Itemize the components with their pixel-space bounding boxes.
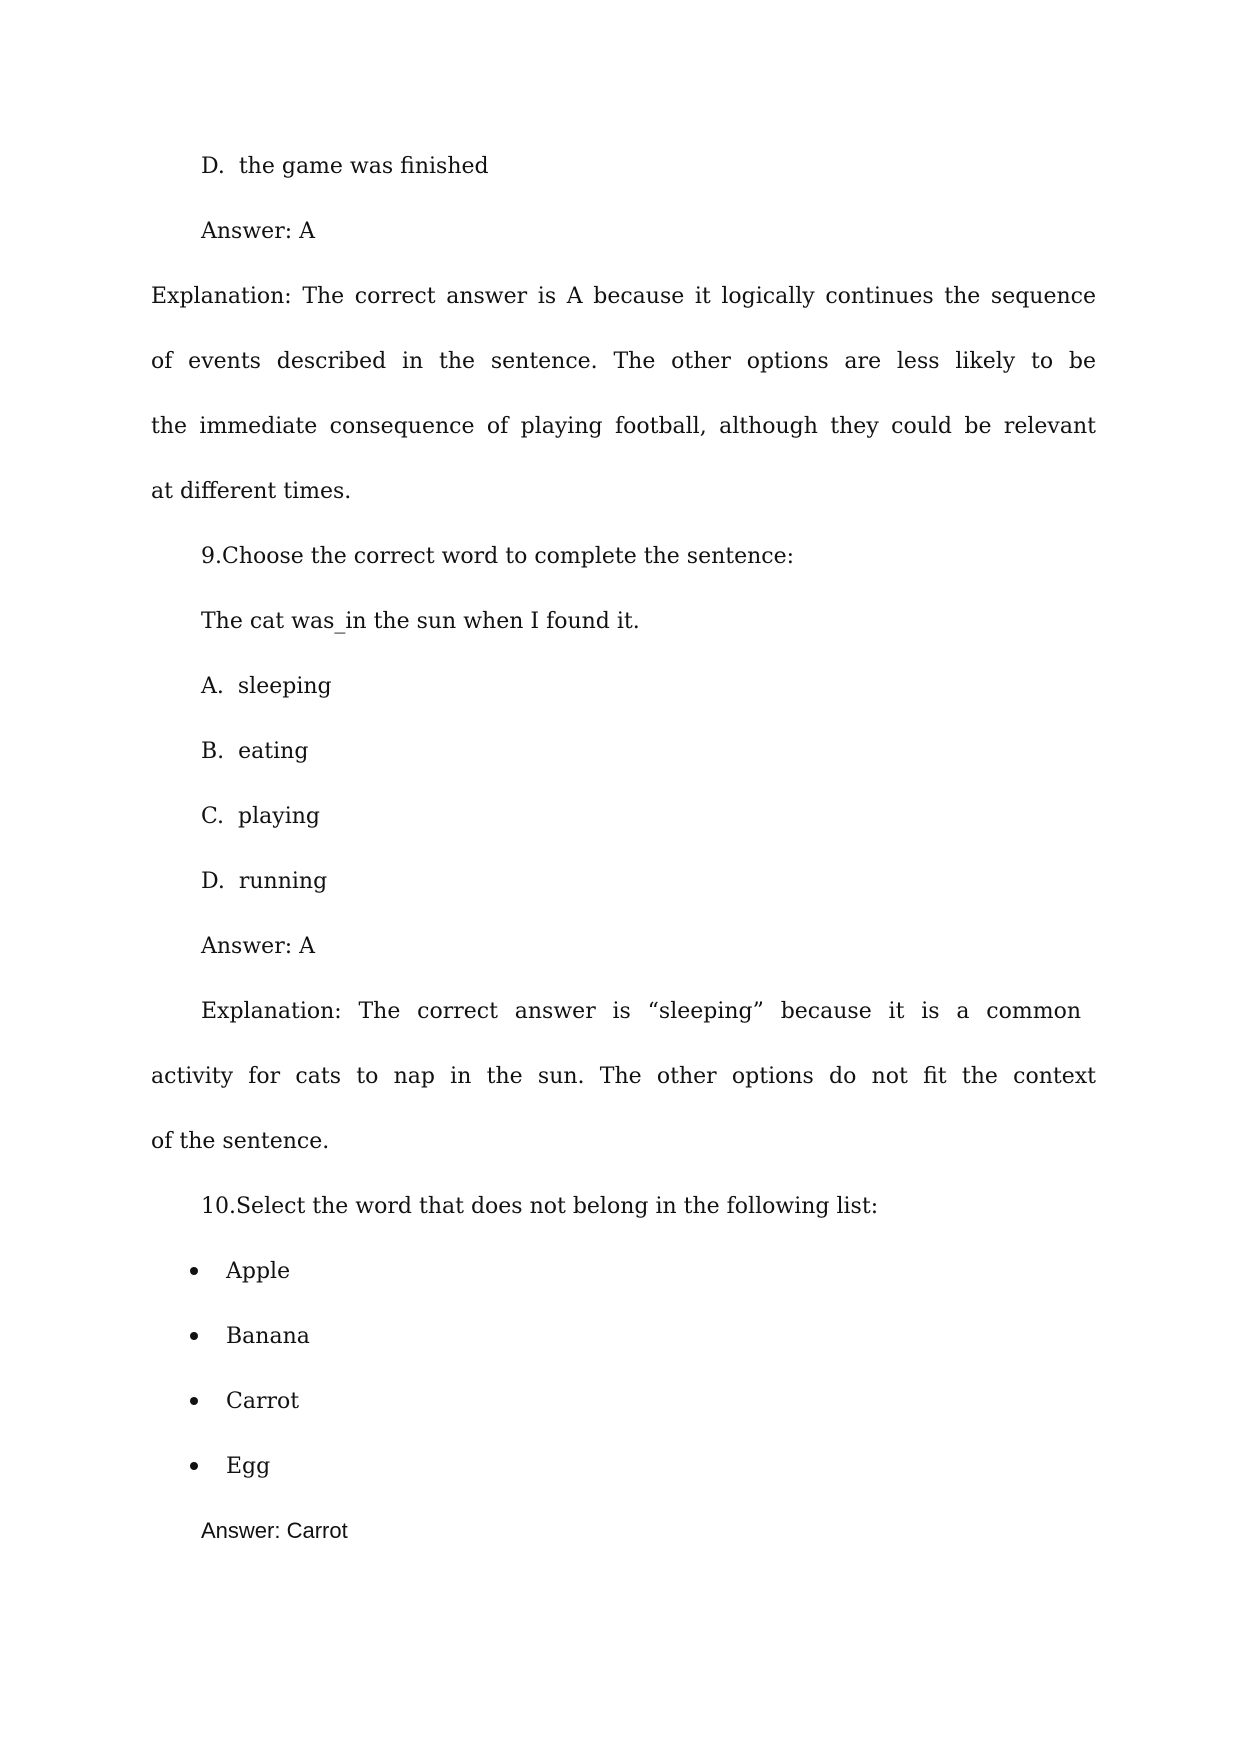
q9-option-c: C. playing xyxy=(201,804,320,829)
q8-answer: Answer: A xyxy=(201,219,316,244)
bullet-icon xyxy=(190,1462,198,1470)
bullet-icon xyxy=(190,1332,198,1340)
q8-explanation-line-3: the immediate consequence of playing football, although they could be relevant xyxy=(151,414,1096,439)
q9-answer: Answer: A xyxy=(201,934,316,959)
list-item-label: Banana xyxy=(226,1324,310,1349)
q9-option-b: B. eating xyxy=(201,739,309,764)
q8-explanation-line-4: at different times. xyxy=(151,479,352,504)
list-item-label: Apple xyxy=(226,1259,291,1284)
q9-option-d: D. running xyxy=(201,869,328,894)
q10-answer: Answer: Carrot xyxy=(201,1518,348,1543)
list-item-label: Egg xyxy=(226,1454,271,1479)
list-item-label: Carrot xyxy=(226,1389,300,1414)
bullet-icon xyxy=(190,1397,198,1405)
q9-question: 9.Choose the correct word to complete the sentence: xyxy=(201,544,795,569)
q9-explanation-line-2: activity for cats to nap in the sun. The other options do not fit the context xyxy=(151,1064,1096,1089)
q8-option-d: D. the game was finished xyxy=(201,154,489,179)
bullet-icon xyxy=(190,1267,198,1275)
q9-option-a: A. sleeping xyxy=(201,674,332,699)
q9-explanation-line-3: of the sentence. xyxy=(151,1129,330,1154)
q9-explanation-line-1: Explanation: The correct answer is “sleeping” because it is a common xyxy=(201,999,1081,1024)
q8-explanation-line-2: of events described in the sentence. The other options are less likely to be xyxy=(151,349,1096,374)
q10-question: 10.Select the word that does not belong in the following list: xyxy=(201,1194,879,1219)
q9-sentence: The cat was_in the sun when I found it. xyxy=(201,609,640,634)
q8-explanation-line-1: Explanation: The correct answer is A because it logically continues the sequence xyxy=(151,284,1096,309)
